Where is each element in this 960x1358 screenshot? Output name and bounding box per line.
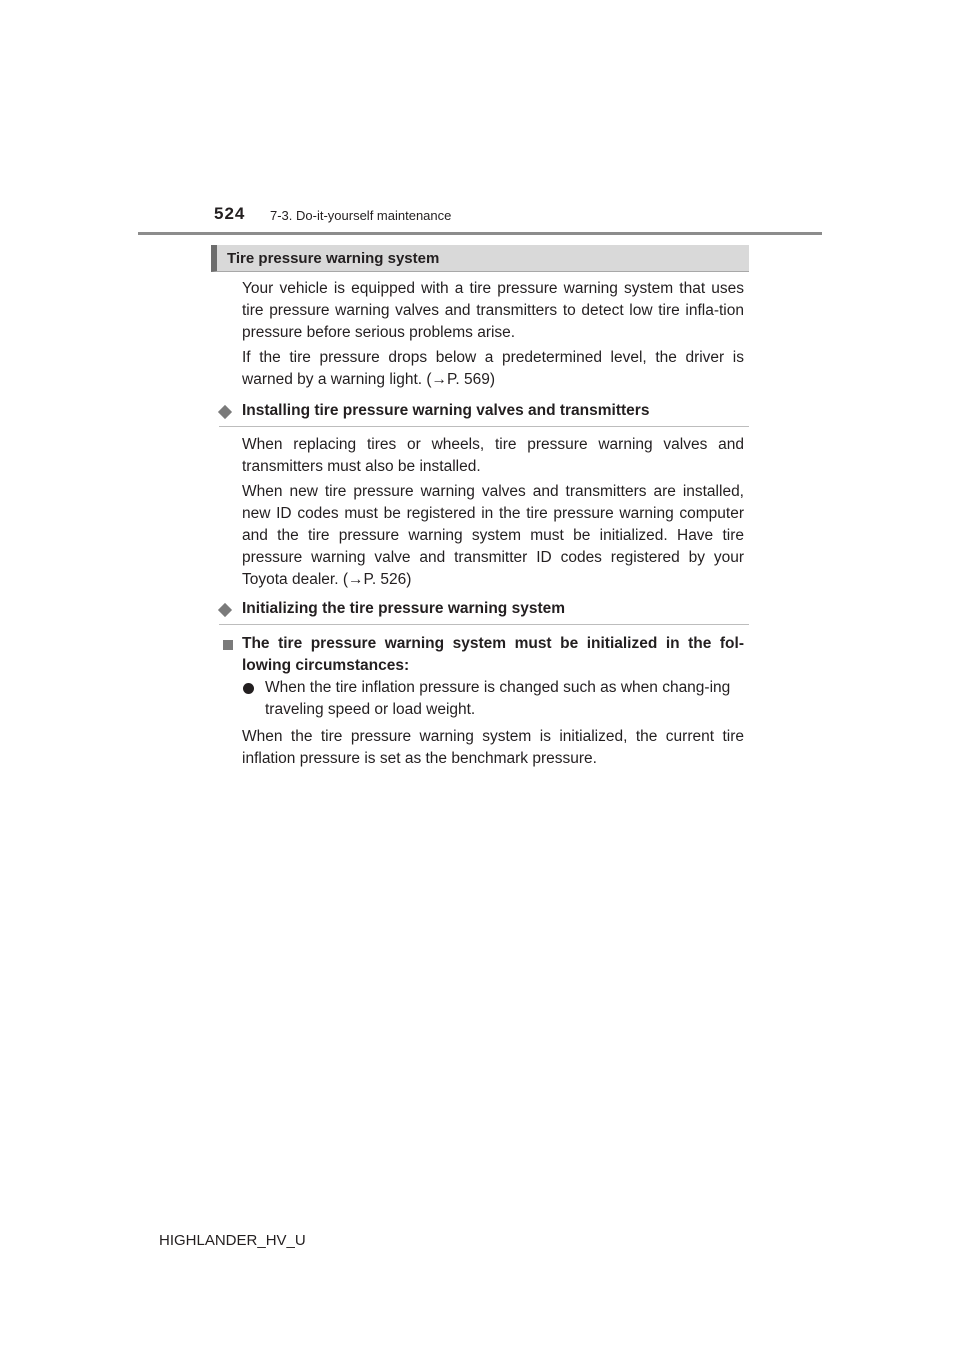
subsection-initializing-title: Initializing the tire pressure warning system: [242, 600, 566, 617]
subsection-installing-title: Installing tire pressure warning valves and transmitters: [242, 402, 650, 419]
section-title: Tire pressure warning system: [227, 250, 440, 267]
section-header-bar: [211, 245, 749, 272]
subsection-installing: [219, 402, 749, 427]
chapter-title: 7-3. Do-it-yourself maintenance: [270, 208, 452, 223]
installing-paragraph-2: When new tire pressure warning valves and transmitters are installed, new ID codes must be registered in the tire pressure warning computer and the tire pressure warning system must be initialized. Have tire pressure warning valve and transmitter ID codes registered by your Toyota dealer. (→P. 526): [242, 483, 744, 588]
circle-bullet-icon: [243, 683, 254, 694]
header-divider: [138, 232, 822, 235]
square-bullet-icon: [223, 640, 233, 650]
initializing-bullet-1: When the tire inflation pressure is changed such as when chang-ing traveling speed or load weight.: [265, 679, 731, 718]
diamond-bullet-icon: [218, 405, 232, 419]
footer-model-code: HIGHLANDER_HV_U: [159, 1232, 306, 1249]
initializing-condition-heading: The tire pressure warning system must be initialized in the fol-lowing circumstances:: [242, 635, 744, 674]
page-number: 524: [214, 204, 246, 223]
intro-paragraph-1: Your vehicle is equipped with a tire pressure warning system that uses tire pressure warning valves and transmitters to detect low tire infla-tion pressure before serious problems arise.: [242, 280, 744, 341]
installing-paragraph-1: When replacing tires or wheels, tire pressure warning valves and transmitters must also be installed.: [242, 436, 744, 475]
intro-paragraph-2: If the tire pressure drops below a predetermined level, the driver is warned by a warning light. (→P. 569): [242, 349, 744, 388]
diamond-bullet-icon: [218, 603, 232, 617]
subsection-initializing: [219, 600, 749, 625]
initializing-paragraph-1: When the tire pressure warning system is initialized, the current tire inflation pressure is set as the benchmark pressure.: [242, 728, 744, 767]
